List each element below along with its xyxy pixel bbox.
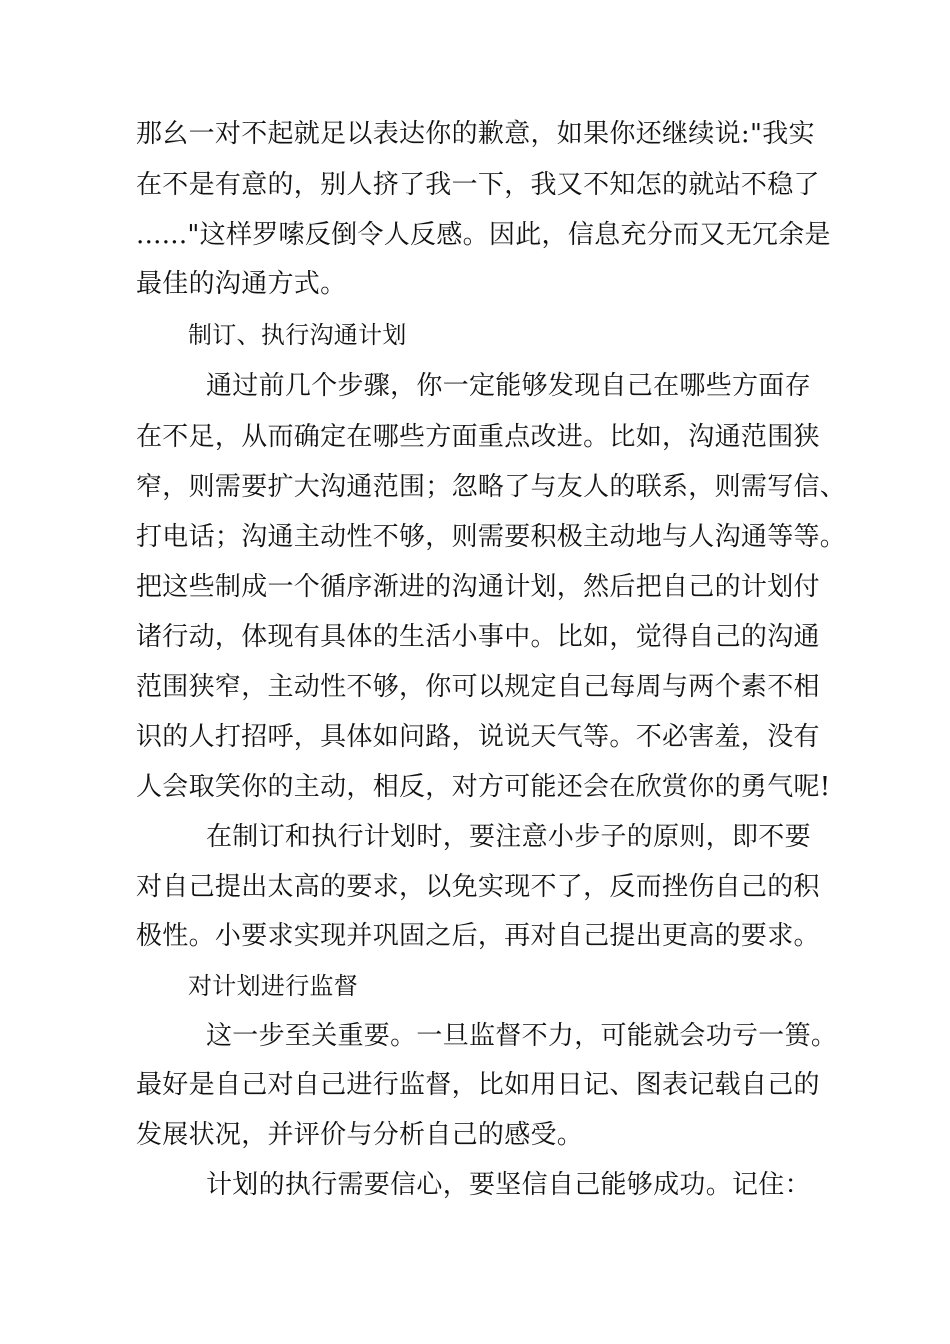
- text-line: 识的人打招呼，具体如问路，说说天气等。不必害羞，没有: [136, 722, 820, 752]
- text-line: 对自己提出太高的要求，以免实现不了，反而挫伤自己的积: [136, 872, 820, 902]
- section-heading-plan: 制订、执行沟通计划: [188, 321, 407, 349]
- text-line: 窄，则需要扩大沟通范围；忽略了与友人的联系，则需写信、: [136, 472, 847, 502]
- text-line: 范围狭窄，主动性不够，你可以规定自己每周与两个素不相: [136, 672, 820, 702]
- text-line: 在制订和执行计划时，要注意小步子的原则，即不要: [206, 822, 811, 852]
- text-line: 在不是有意的，别人挤了我一下，我又不知怎的就站不稳了: [136, 170, 820, 200]
- text-line: 极性。小要求实现并巩固之后，再对自己提出更高的要求。: [136, 921, 820, 951]
- text-line: 打电话；沟通主动性不够，则需要积极主动地与人沟通等等。: [136, 522, 847, 552]
- text-line: 诸行动，体现有具体的生活小事中。比如，觉得自己的沟通: [136, 622, 820, 652]
- text-line: 那幺一对不起就足以表达你的歉意，如果你还继续说:"我实: [136, 119, 815, 149]
- text-line: 发展状况，并评价与分析自己的感受。: [136, 1120, 584, 1150]
- text-line: 最好是自己对自己进行监督，比如用日记、图表记载自己的: [136, 1070, 820, 1100]
- section-heading-monitor: 对计划进行监督: [188, 972, 359, 1000]
- text-line: ......"这样罗嗦反倒令人反感。因此，信息充分而又无冗余是: [136, 220, 831, 250]
- text-line: 计划的执行需要信心，要坚信自己能够成功。记住：: [206, 1170, 811, 1200]
- text-line: 人会取笑你的主动，相反，对方可能还会在欣赏你的勇气呢!: [136, 772, 831, 802]
- text-line: 把这些制成一个循序渐进的沟通计划，然后把自己的计划付: [136, 572, 820, 602]
- text-line: 在不足，从而确定在哪些方面重点改进。比如，沟通范围狭: [136, 422, 820, 452]
- text-line: 通过前几个步骤，你一定能够发现自己在哪些方面存: [206, 371, 811, 401]
- text-line: 这一步至关重要。一旦监督不力，可能就会功亏一篑。: [206, 1021, 838, 1051]
- text-line: 最佳的沟通方式。: [136, 269, 347, 299]
